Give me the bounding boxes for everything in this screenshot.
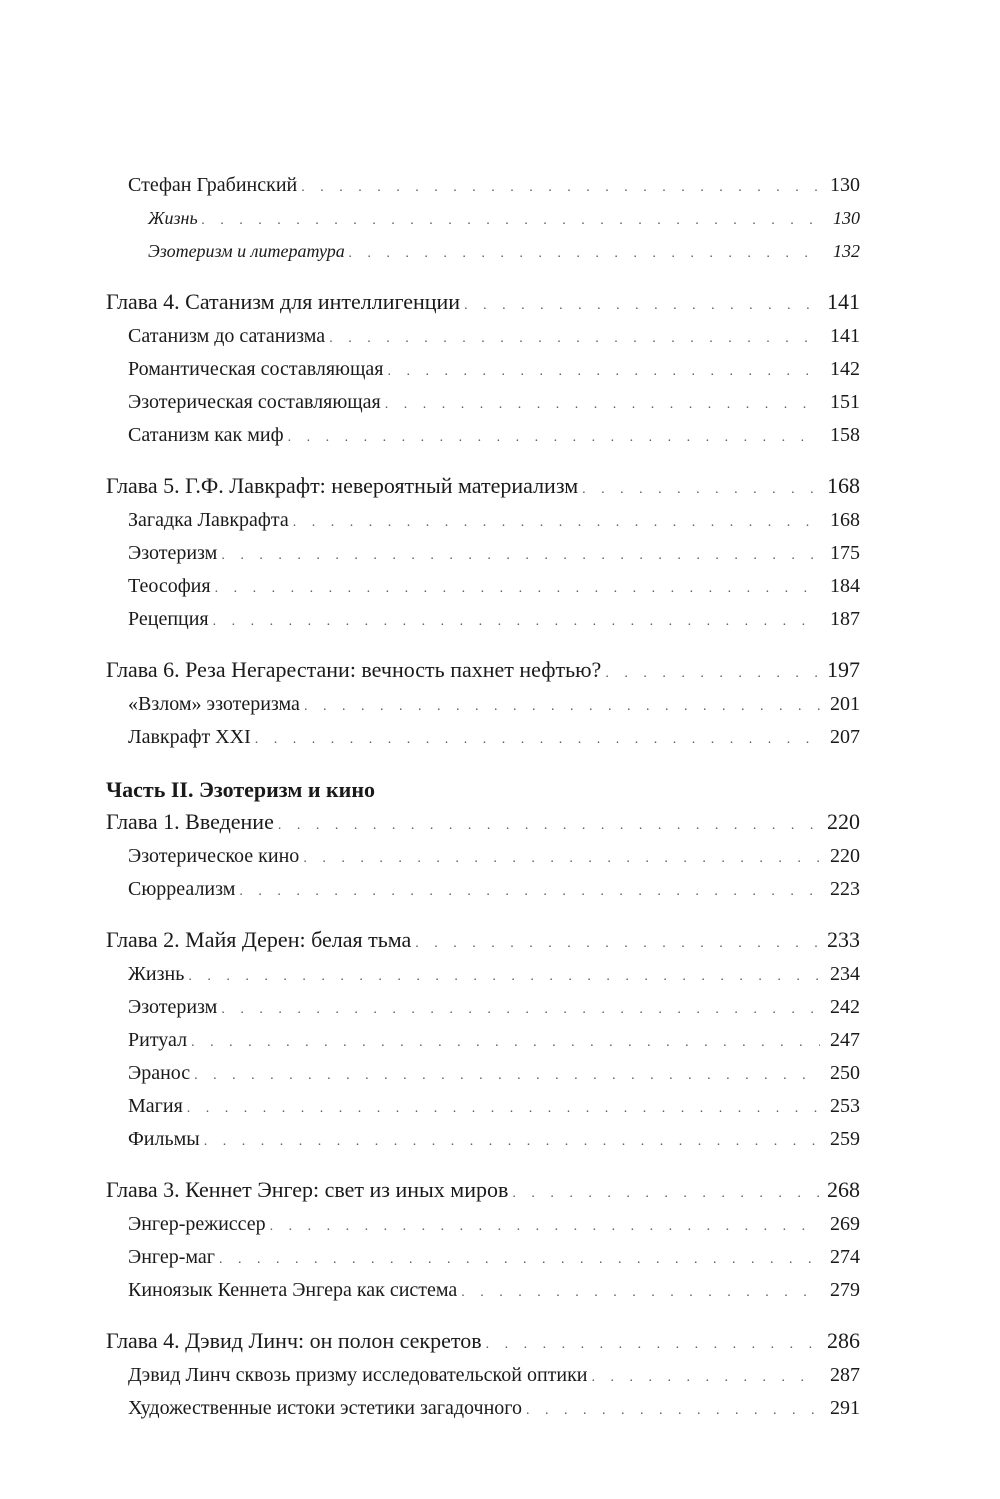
toc-entry-page: 130 <box>833 208 860 228</box>
toc-entry[interactable] <box>106 959 860 992</box>
toc-entry-title: Теософия <box>128 575 211 597</box>
toc-chapter-heading[interactable] <box>106 1326 860 1360</box>
toc-chapter-heading[interactable] <box>106 655 860 689</box>
toc-entry-title: Рецепция <box>128 608 209 630</box>
toc-chapter-page: 268 <box>827 1177 860 1202</box>
toc-entry-page: 175 <box>830 542 860 564</box>
toc-chapter-4 <box>106 287 860 453</box>
toc-entry[interactable] <box>106 571 860 604</box>
toc-chapter-title: Глава 6. Реза Негарестани: вечность пахнет нефтью? <box>106 657 602 682</box>
toc-entry-page: 207 <box>830 726 860 748</box>
toc-entry[interactable] <box>106 1360 860 1393</box>
dot-leader <box>582 475 820 505</box>
dot-leader <box>213 607 820 637</box>
dot-leader <box>221 541 820 571</box>
toc-entry[interactable] <box>106 604 860 637</box>
toc-entry-page: 247 <box>830 1029 860 1051</box>
toc-part2-chapter-1 <box>106 807 860 907</box>
toc-chapter-page: 141 <box>827 289 860 314</box>
toc-chapter-page: 168 <box>827 473 860 498</box>
dot-leader <box>188 962 820 992</box>
toc-entry-title: Эзотеризм <box>128 542 218 564</box>
toc-chapter-page: 286 <box>827 1328 860 1353</box>
dot-leader <box>204 1127 820 1157</box>
toc-chapter-page: 233 <box>827 927 860 952</box>
toc-entry[interactable] <box>106 1275 860 1308</box>
toc-entry-title: Дэвид Линч сквозь призму исследовательской оптики <box>128 1364 588 1386</box>
toc-entry[interactable] <box>106 236 860 269</box>
toc-entry-title: Жизнь <box>148 208 198 228</box>
toc-part2-chapter-2 <box>106 925 860 1157</box>
toc-chapter-title: Глава 4. Сатанизм для интеллигенции <box>106 289 461 314</box>
dot-leader <box>486 1330 820 1360</box>
dot-leader <box>278 811 820 841</box>
toc-entry-page: 130 <box>830 174 860 196</box>
dot-leader <box>385 390 820 420</box>
dot-leader <box>526 1396 820 1426</box>
toc-entry-title: Сатанизм до сатанизма <box>128 325 326 347</box>
dot-leader <box>215 574 820 604</box>
toc-entry-page: 287 <box>830 1364 860 1386</box>
toc-entry[interactable] <box>106 992 860 1025</box>
toc-entry-title: Эзотерическая составляющая <box>128 391 381 413</box>
toc-entry[interactable] <box>106 1025 860 1058</box>
toc-entry-title: Загадка Лавкрафта <box>128 509 289 531</box>
dot-leader <box>301 173 820 203</box>
toc-entry-page: 151 <box>830 391 860 413</box>
toc-entry[interactable] <box>106 1209 860 1242</box>
toc-entry-page: 242 <box>830 996 860 1018</box>
toc-entry-page: 250 <box>830 1062 860 1084</box>
toc-part2-chapter-3 <box>106 1175 860 1308</box>
toc-entry[interactable] <box>106 420 860 453</box>
dot-leader <box>270 1212 820 1242</box>
toc-entry-page: 269 <box>830 1213 860 1235</box>
dot-leader <box>191 1028 820 1058</box>
toc-entry-page: 158 <box>830 424 860 446</box>
toc-chapter-5 <box>106 471 860 637</box>
toc-entry-page: 220 <box>830 845 860 867</box>
toc-entry-title: «Взлом» эзотеризма <box>128 693 300 715</box>
toc-entry[interactable] <box>106 689 860 722</box>
toc-chapter-heading[interactable] <box>106 471 860 505</box>
toc-entry-title: Фильмы <box>128 1128 200 1150</box>
dot-leader <box>293 508 820 538</box>
toc-entry-title: Эранос <box>128 1062 191 1084</box>
toc-entry[interactable] <box>106 387 860 420</box>
dot-leader <box>461 1278 820 1308</box>
toc-chapter-title: Глава 1. Введение <box>106 809 274 834</box>
dot-leader <box>329 324 820 354</box>
toc-entry-title: Энгер-режиссер <box>128 1213 266 1235</box>
table-of-contents <box>106 170 860 1426</box>
toc-entry[interactable] <box>106 1058 860 1091</box>
toc-entry-title: Энгер-маг <box>128 1246 215 1268</box>
dot-leader <box>605 659 820 689</box>
toc-entry-title: Ритуал <box>128 1029 188 1051</box>
dot-leader <box>255 725 820 755</box>
toc-entry-title: Эзотерическое кино <box>128 845 300 867</box>
toc-entry[interactable] <box>106 1124 860 1157</box>
toc-chapter-heading[interactable] <box>106 807 860 841</box>
dot-leader <box>219 1245 820 1275</box>
toc-entry-title: Сюрреализм <box>128 878 236 900</box>
toc-chapter-title: Глава 5. Г.Ф. Лавкрафт: невероятный материализм <box>106 473 579 498</box>
toc-entry-page: 187 <box>830 608 860 630</box>
toc-entry-page: 184 <box>830 575 860 597</box>
toc-entry-page: 253 <box>830 1095 860 1117</box>
toc-entry[interactable] <box>106 538 860 571</box>
toc-chapter-page: 220 <box>827 809 860 834</box>
toc-block-grabinski <box>106 170 860 269</box>
toc-chapter-page: 197 <box>827 657 860 682</box>
dot-leader <box>239 877 820 907</box>
toc-entry-page: 291 <box>830 1397 860 1419</box>
toc-part2-chapter-4 <box>106 1326 860 1426</box>
toc-chapter-heading[interactable] <box>106 287 860 321</box>
dot-leader <box>303 844 820 874</box>
toc-entry-title: Художественные истоки эстетики загадочного <box>128 1397 522 1419</box>
toc-entry[interactable] <box>106 203 860 236</box>
toc-entry-page: 274 <box>830 1246 860 1268</box>
toc-chapter-heading[interactable] <box>106 925 860 959</box>
toc-entry-page: 141 <box>830 325 860 347</box>
toc-entry-title: Сатанизм как миф <box>128 424 284 446</box>
dot-leader <box>202 206 820 236</box>
toc-entry[interactable] <box>106 1242 860 1275</box>
dot-leader <box>415 929 820 959</box>
toc-entry[interactable] <box>106 505 860 538</box>
toc-entry[interactable] <box>106 874 860 907</box>
toc-entry[interactable] <box>106 321 860 354</box>
toc-entry-title: Эзотеризм <box>128 996 218 1018</box>
toc-entry-title: Жизнь <box>128 963 185 985</box>
toc-chapter-title: Глава 3. Кеннет Энгер: свет из иных миров <box>106 1177 509 1202</box>
toc-entry-title: Эзотеризм и литература <box>148 241 345 261</box>
dot-leader <box>304 692 820 722</box>
dot-leader <box>387 357 820 387</box>
dot-leader <box>512 1179 820 1209</box>
toc-entry[interactable] <box>106 841 860 874</box>
toc-chapter-title: Глава 2. Майя Дерен: белая тьма <box>106 927 412 952</box>
toc-entry-page: 279 <box>830 1279 860 1301</box>
toc-entry-page: 168 <box>830 509 860 531</box>
dot-leader <box>349 239 820 269</box>
toc-entry[interactable] <box>106 170 860 203</box>
toc-chapter-heading[interactable] <box>106 1175 860 1209</box>
toc-entry-page: 234 <box>830 963 860 985</box>
dot-leader <box>464 291 820 321</box>
toc-entry-page: 259 <box>830 1128 860 1150</box>
dot-leader <box>221 995 820 1025</box>
toc-entry[interactable] <box>106 1091 860 1124</box>
toc-entry-page: 132 <box>833 241 860 261</box>
toc-entry-title: Лавкрафт XXI <box>128 726 251 748</box>
toc-chapter-6 <box>106 655 860 755</box>
toc-entry-page: 201 <box>830 693 860 715</box>
toc-entry[interactable] <box>106 722 860 755</box>
toc-entry-page: 223 <box>830 878 860 900</box>
toc-entry[interactable] <box>106 1393 860 1426</box>
dot-leader <box>592 1363 820 1393</box>
toc-chapter-title: Глава 4. Дэвид Линч: он полон секретов <box>106 1328 482 1353</box>
dot-leader <box>187 1094 820 1124</box>
dot-leader <box>288 423 820 453</box>
toc-entry-title: Стефан Грабинский <box>128 174 298 196</box>
toc-entry-title: Романтическая составляющая <box>128 358 384 380</box>
toc-part-heading[interactable]: Часть II. Эзотеризм и кино <box>106 777 376 802</box>
toc-entry-title: Киноязык Кеннета Энгера как система <box>128 1279 458 1301</box>
toc-entry[interactable] <box>106 354 860 387</box>
toc-entry-title: Магия <box>128 1095 183 1117</box>
toc-entry-page: 142 <box>830 358 860 380</box>
dot-leader <box>194 1061 820 1091</box>
